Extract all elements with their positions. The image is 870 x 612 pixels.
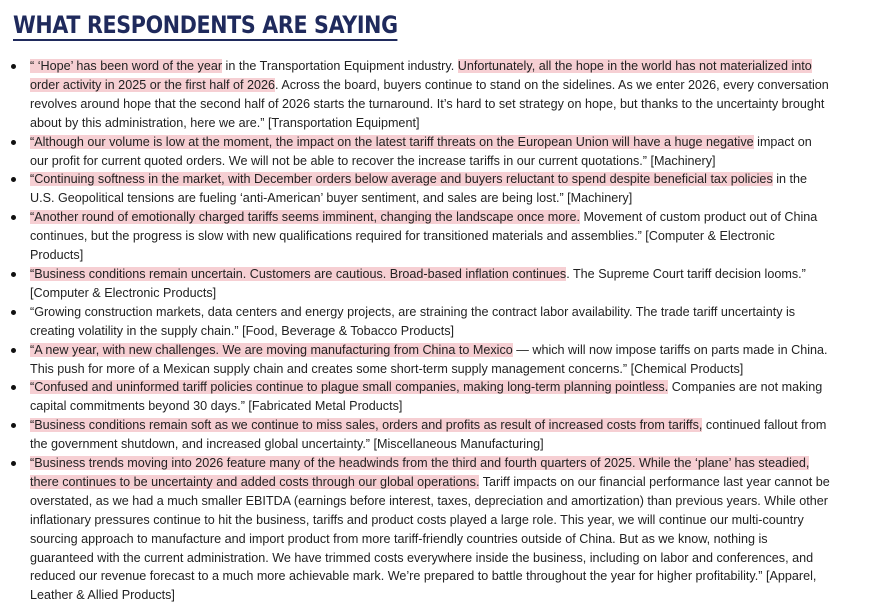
respondent-quote — [30, 265, 830, 303]
quote-text: — which will now impose tariffs on parts made in China. This push for more of a Mexican supply chain and creates some short-term supply management concerns.” [Chemical Products] — [30, 342, 828, 376]
highlighted-text: “A new year, with new challenges. We are moving manufacturing from China to Mexico — [30, 342, 513, 357]
respondent-quote — [30, 378, 830, 416]
quote-text: . Across the board, buyers continue to stand on the sidelines. As we enter 2026, every conversation revolves around hope that the second half of 2026 starts the turnaround. It’s hard to set strategy on hope, but thanks to the uncertainty brought about by this administration, here we are.” [Transportation Equipment] — [30, 77, 829, 130]
respondent-quote — [30, 208, 830, 265]
quote-text: in the Transportation Equipment industry. — [222, 59, 458, 73]
quote-text: “Growing construction markets, data centers and energy projects, are straining the contract labor availability. The trade tariff uncertainty is creating volatility in the supply chain.” [Food, Beverage & Tobacco Products] — [30, 304, 796, 338]
quote-text: Companies are not making capital commitments beyond 30 days.” [Fabricated Metal Products] — [30, 380, 823, 414]
highlighted-text: “Business conditions remain soft as we continue to miss sales, orders and profits as result of increased costs from tariffs, — [30, 418, 703, 433]
quote-text: Movement of custom product out of China continues, but the progress is slow with new qualifications required for transitioned materials and assemblies.” [Computer & Electronic Products] — [30, 210, 818, 263]
respondent-quote — [30, 57, 830, 133]
quote-text: Tariff impacts on our financial performance last year cannot be overstated, as we had a much smaller EBITDA (earnings before interest, taxes, depreciation and amortization) than previous years. While other inflationary pressures continue to hit the business, tariffs and product costs played a large role. This year, we will continue our multi-country sourcing approach to manufacture and import product from more tariff-friendly countries outside of China. But as we know, nothing is guaranteed with the current administration. We have trimmed costs everywhere inside the business, including on labor and conferences, and reduced our revenue forecast to a much more achievable mark. We’re prepared to battle throughout the year for higher profitability.” [Apparel, Leather & Allied Products] — [30, 474, 830, 603]
highlighted-text: Unfortunately, all the hope in the world has not materialized into order activity in 2025 or the first half of 2026 — [30, 59, 812, 92]
respondent-quote — [30, 170, 830, 208]
respondent-quote — [30, 303, 830, 341]
quote-text: . The Supreme Court tariff decision looms.” [Computer & Electronic Products] — [30, 266, 806, 300]
respondent-quote — [30, 416, 830, 454]
highlighted-text: “Confused and uninformed tariff policies continue to plague small companies, making long-term planning pointless. — [30, 380, 669, 395]
respondent-quote — [30, 133, 830, 171]
page-title — [13, 8, 398, 42]
respondent-quotes-list — [0, 57, 830, 605]
highlighted-text: “Continuing softness in the market, with December orders below average and buyers reluctant to spend despite beneficial tax policies — [30, 172, 773, 187]
highlighted-text: “Business conditions remain uncertain. Customers are cautious. Broad-based inflation continues — [30, 266, 567, 281]
highlighted-text: “Business trends moving into 2026 feature many of the headwinds from the third and fourth quarters of 2025. While the ‘plane’ has steadied, there continues to be uncertainty and added costs through our global operations. — [30, 456, 810, 489]
respondent-quote — [30, 454, 830, 605]
quote-text: continued fallout from the government shutdown, and increased global uncertainty.” [Miscellaneous Manufacturing] — [30, 418, 827, 452]
quote-text: in the U.S. Geopolitical tensions are fueling ‘anti-American’ buyer sentiment, and sales are being lost.” [Machinery] — [30, 172, 808, 206]
highlighted-text: “Although our volume is low at the moment, the impact on the latest tariff threats on the European Union will have a huge negative — [30, 134, 754, 149]
quote-text: impact on our profit for current quoted orders. We will not be able to recover the increase tariffs in our current quotations.” [Machinery] — [30, 134, 812, 168]
highlighted-text: “Another round of emotionally charged tariffs seems imminent, changing the landscape once more. — [30, 210, 580, 225]
highlighted-text: “ ‘Hope’ has been word of the year — [30, 59, 223, 73]
respondent-quote — [30, 341, 830, 379]
page-title-text: WHAT RESPONDENTS ARE SAYING — [13, 11, 398, 39]
